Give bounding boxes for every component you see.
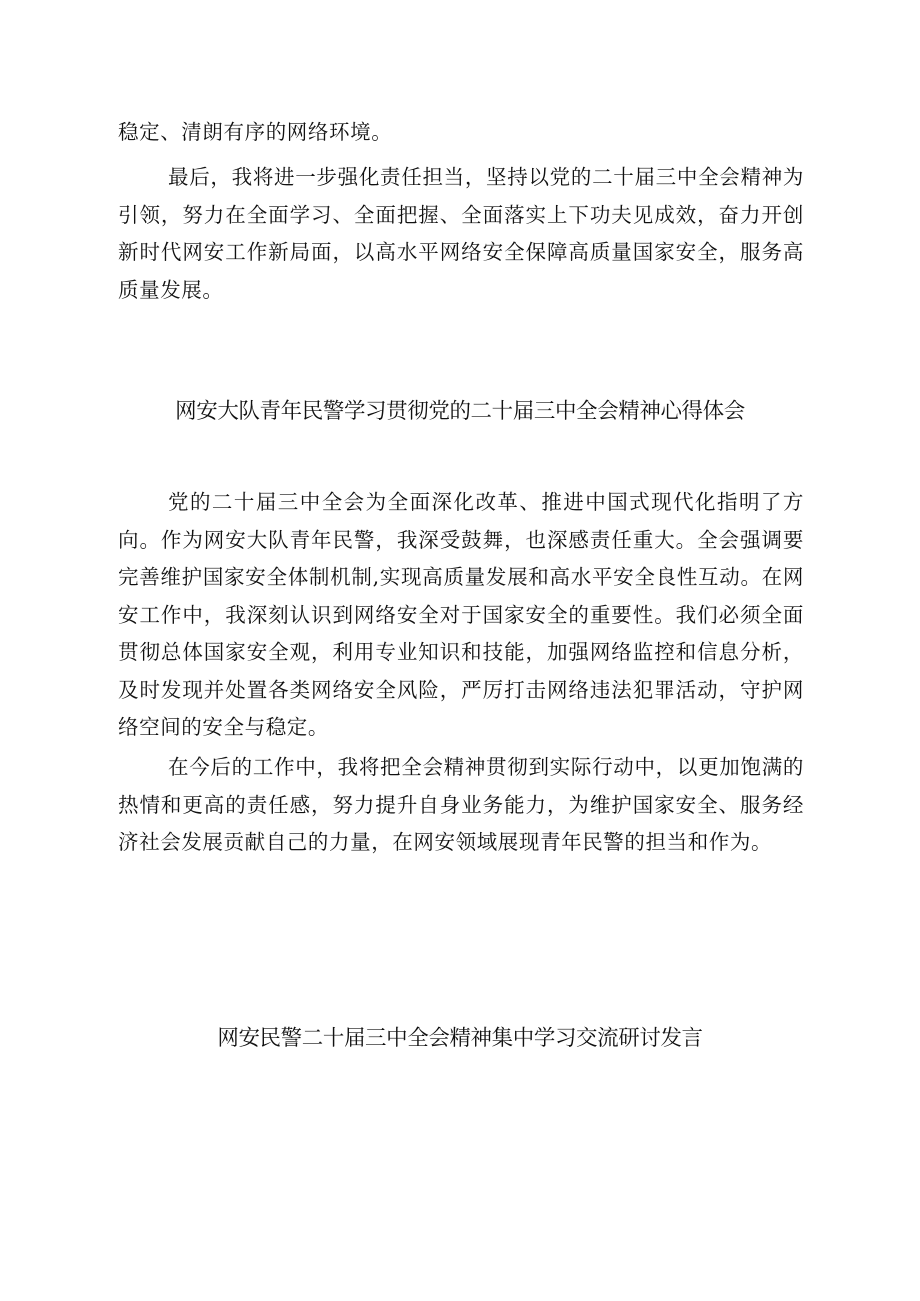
continuation-paragraph: 稳定、清朗有序的网络环境。 xyxy=(118,120,393,144)
section-title-speech: 网安民警二十届三中全会精神集中学习交流研讨发言 xyxy=(217,1026,703,1051)
body-paragraph-2: 在今后的工作中，我将把全会精神贯彻到实际行动中，以更加饱满的热情和更高的责任感，努力提升自身业务能力，为维护国家安全、服务经济社会发展贡献自己的力量，在网安领域展现青年民警的担当和作为。 xyxy=(118,755,804,854)
body-paragraph-1: 党的二十届三中全会为全面深化改革、推进中国式现代化指明了方向。作为网安大队青年民警，我深受鼓舞，也深感责任重大。全会强调要完善维护国家安全体制机制,实现高质量发展和高水平安全良性互动。在网安工作中，我深刻认识到网络安全对于国家安全的重要性。我们必须全面贯彻总体国家安全观，利用专业知识和技能，加强网络监控和信息分析，及时发现并处置各类网络安全风险，严厉打击网络违法犯罪活动，守护网络空间的安全与稳定。 xyxy=(118,490,804,739)
closing-paragraph: 最后，我将进一步强化责任担当，坚持以党的二十届三中全会精神为引领，努力在全面学习、全面把握、全面落实上下功夫见成效，奋力开创新时代网安工作新局面，以高水平网络安全保障高质量国家安全，服务高质量发展。 xyxy=(118,165,804,302)
section-title-experience: 网安大队青年民警学习贯彻党的二十届三中全会精神心得体会 xyxy=(175,399,745,424)
